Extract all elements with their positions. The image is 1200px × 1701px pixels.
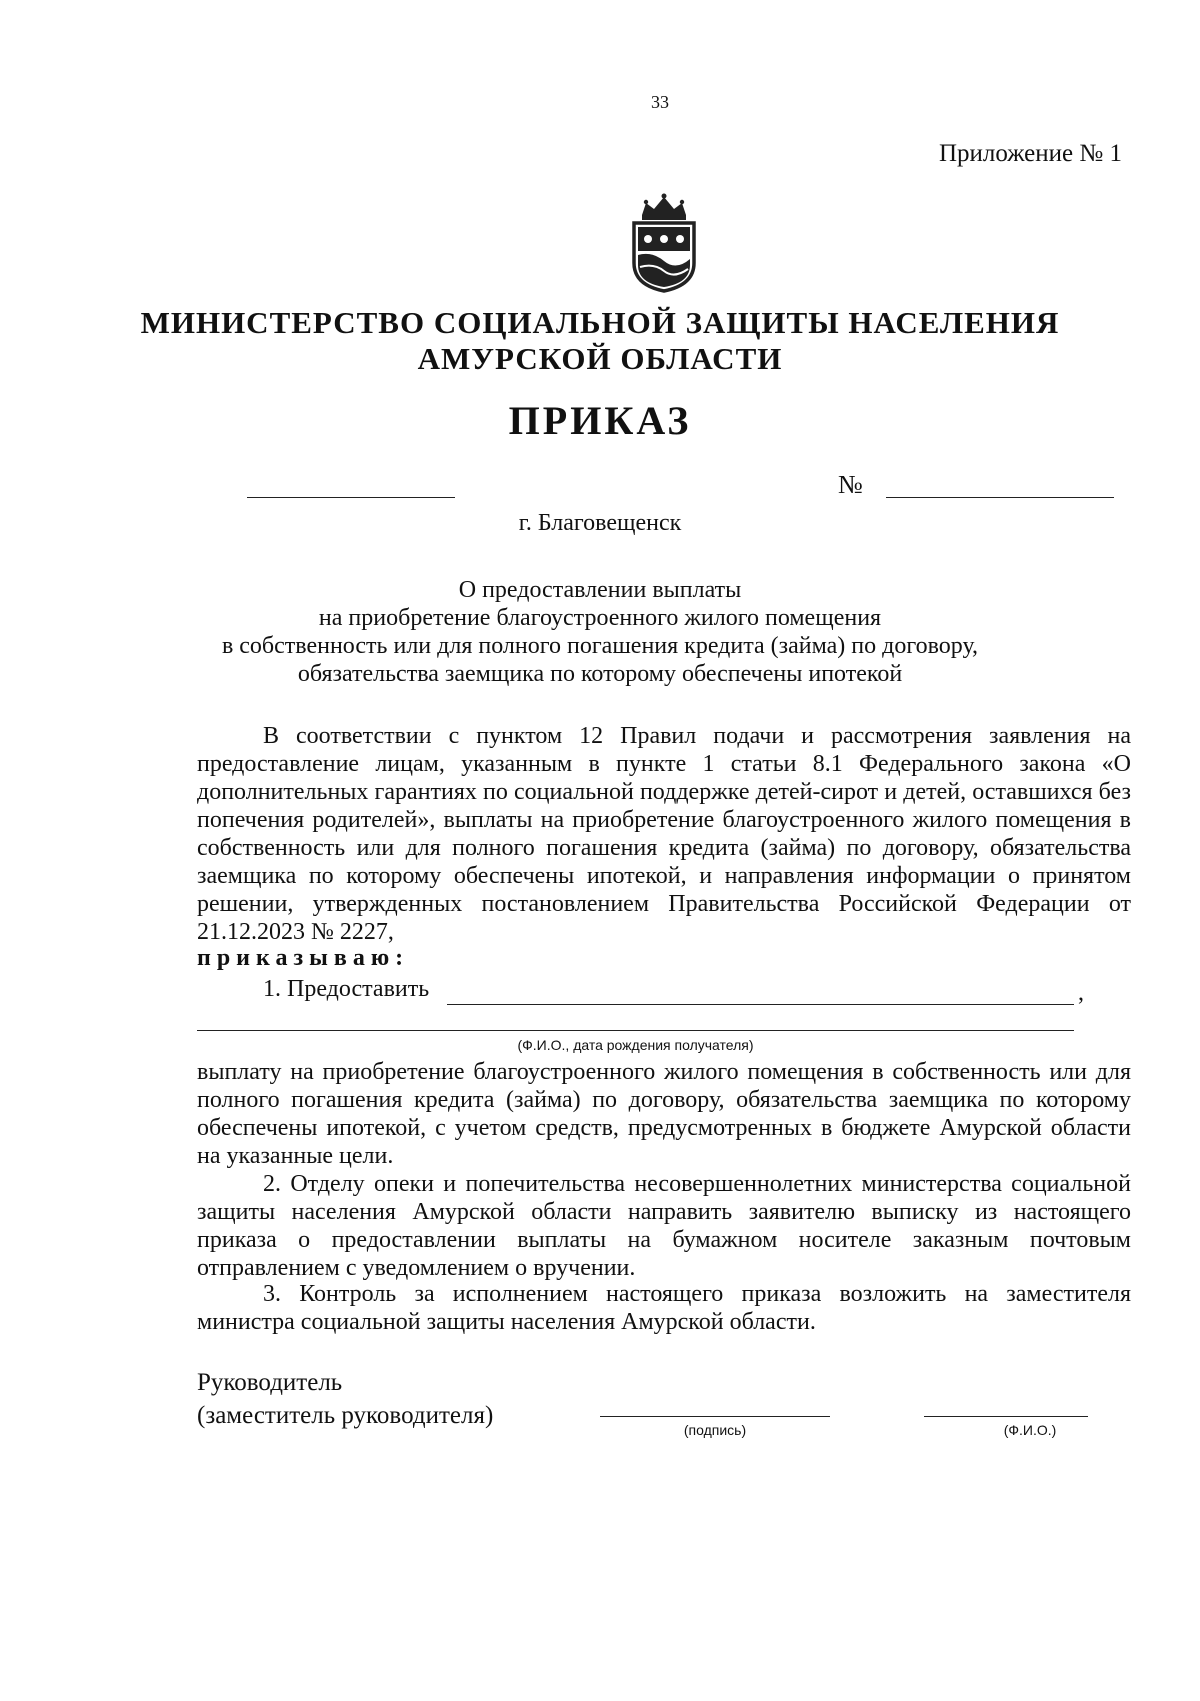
- page-number: 33: [651, 92, 669, 112]
- signatory-line-2: (заместитель руководителя): [197, 1402, 494, 1429]
- fio-blank-line: [924, 1416, 1088, 1417]
- order-title: ПРИКАЗ: [508, 398, 692, 443]
- item-3-paragraph: 3. Контроль за исполнением настоящего приказа возложить на заместителя министра социальной защиты населения Амурской области.: [197, 1281, 1131, 1335]
- subject-line-3: в собственность или для полного погашения кредита (займа) по договору,: [221, 633, 979, 659]
- signatory-line-1: Руководитель: [197, 1369, 343, 1396]
- recipient-caption: (Ф.И.О., дата рождения получателя): [517, 1037, 754, 1053]
- date-blank-line: [247, 497, 455, 498]
- order-subject: [150, 576, 1050, 688]
- city-label: г. Благовещенск: [518, 510, 682, 536]
- subject-line-4: обязательства заемщика по которому обеспечены ипотекой: [297, 661, 903, 687]
- subject-line-2: на приобретение благоустроенного жилого помещения: [318, 605, 882, 631]
- subject-line-1: О предоставлении выплаты: [458, 577, 742, 603]
- preamble-paragraph: В соответствии с пунктом 12 Правил подачи и рассмотрения заявления на предоставление лицам, указанным в пункте 1 статьи 8.1 Федерального закона «О дополнительных гарантиях по социальной поддержке детей-сирот и детей, оставшихся без попечения родителей», выплаты на приобретение благоустроенного жилого помещения в собственность или для полного погашения кредита (займа) по договору, обязательства заемщика по которому обеспечены ипотекой, и направления информации о принятом решении, утвержденных постановлением Правительства Российской Федерации от 21.12.2023 № 2227,: [197, 723, 1131, 945]
- ministry-line-1: МИНИСТЕРСТВО СОЦИАЛЬНОЙ ЗАЩИТЫ НАСЕЛЕНИЯ: [140, 305, 1060, 340]
- number-sign: №: [838, 470, 863, 499]
- signature-blank-line: [600, 1416, 830, 1417]
- item-2-paragraph: 2. Отделу опеки и попечительства несовершеннолетних министерства социальной защиты населения Амурской области направить заявителю выписку из настоящего приказа о предоставлении выплаты на бумажном носителе заказным почтовым отправлением с уведомлением о вручении.: [197, 1171, 1131, 1281]
- order-word: приказываю:: [197, 945, 410, 971]
- recipient-blank-line-1: [447, 1004, 1074, 1005]
- ministry-header: [60, 305, 1140, 377]
- signature-caption: (подпись): [683, 1422, 747, 1438]
- item-1-label: 1. Предоставить: [263, 976, 430, 1002]
- number-blank-line: [886, 497, 1114, 498]
- item-1-paragraph: выплату на приобретение благоустроенного жилого помещения в собственность или для полного погашения кредита (займа) по договору, обязательства заемщика по которому обеспечены ипотекой, с учетом средств, предусмотренных в бюджете Амурской области на указанные цели.: [197, 1059, 1131, 1169]
- amur-oblast-coat-of-arms-icon: [628, 193, 700, 293]
- fio-caption: (Ф.И.О.): [1003, 1422, 1057, 1438]
- recipient-blank-line-2: [197, 1030, 1074, 1031]
- item-1-comma: ,: [1078, 980, 1084, 1006]
- appendix-label: Приложение № 1: [938, 140, 1122, 167]
- ministry-line-2: АМУРСКОЙ ОБЛАСТИ: [417, 341, 783, 376]
- signatory-label: [197, 1366, 493, 1432]
